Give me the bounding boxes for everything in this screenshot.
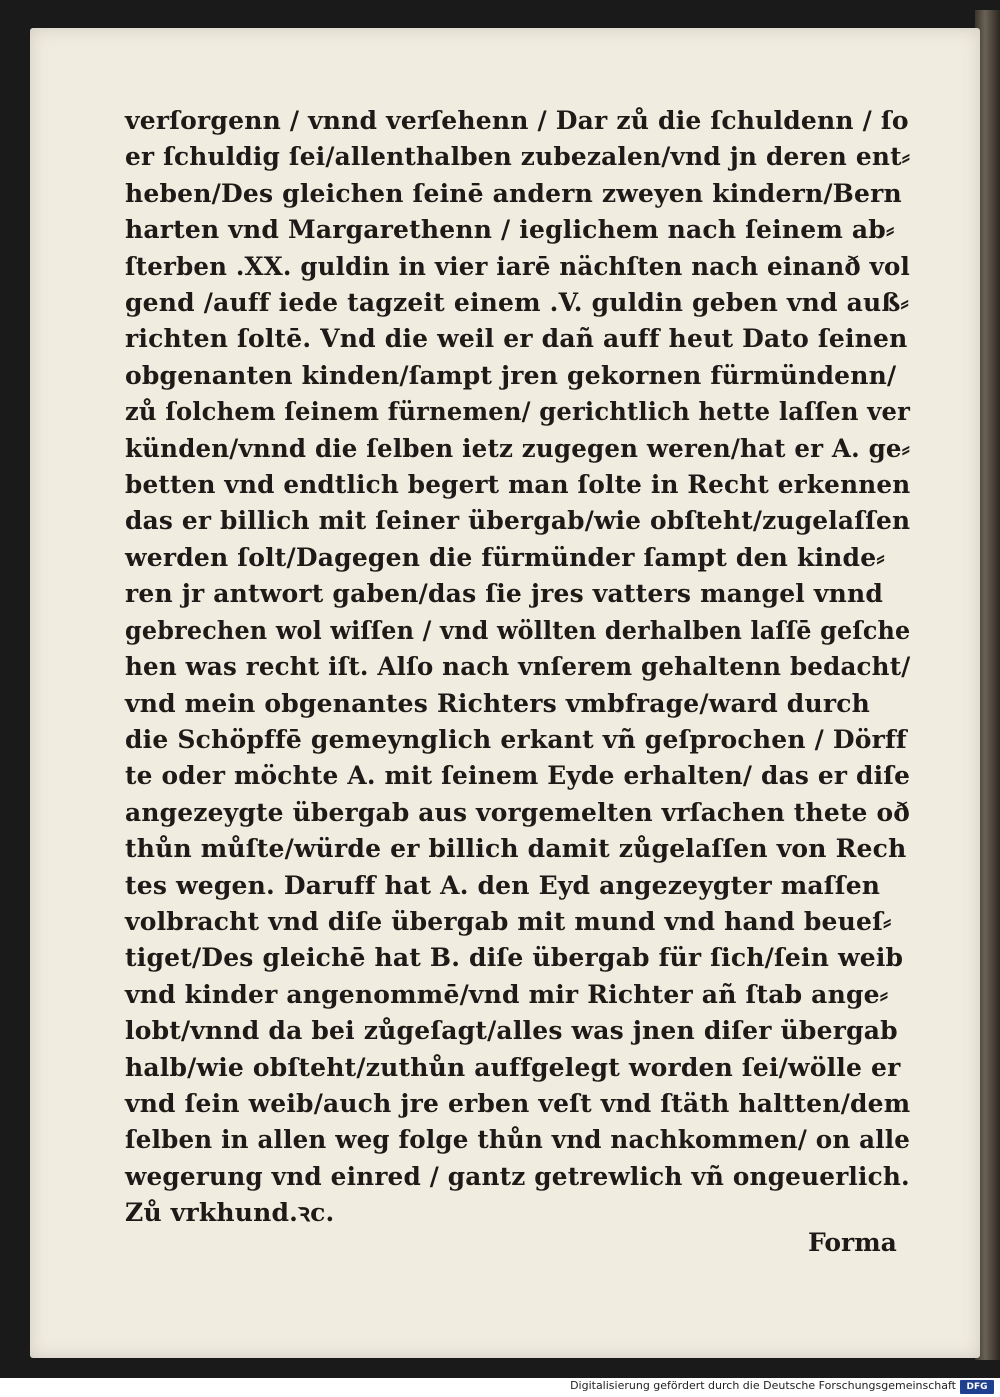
text-line: obgenanten kinden/ſampt jren gekornen fürmündenn/ — [125, 360, 897, 390]
text-line: wegerung vnd einred / gantz getrewlich vñ ongeuerlich. — [125, 1161, 910, 1191]
text-line: vnd mein obgenantes Richters vmbfrage/ward durch — [125, 688, 871, 718]
text-line: gebrechen wol wiſſen / vnd wöllten derhalben laſſē geſche — [125, 615, 911, 645]
text-line: ſterben .XX. guldin in vier iarē nächſten nach einanð vol — [125, 251, 910, 281]
text-line: ren jr antwort gaben/das ſie jres vatters mangel vnnd — [125, 579, 884, 609]
text-line: das er billich mit ſeiner übergab/wie obſteht/zugelaſſen — [125, 506, 911, 536]
text-line: thůn můſte/würde er billich damit zůgelaſſen von Rech — [125, 834, 907, 864]
text-line: lobt/vnnd da bei zůgeſagt/alles was jnen diſer übergab — [125, 1016, 898, 1046]
dfg-logo: DFG — [960, 1380, 994, 1394]
text-line: angezeygte übergab aus vorgemelten vrſachen thete oð — [125, 797, 911, 827]
text-line: werden ſolt/Dagegen die fürmünder ſampt den kinde⸗ — [125, 542, 885, 572]
text-line: zů ſolchem ſeinem fürnemen/ gerichtlich hette laſſen ver — [125, 397, 911, 427]
body-text — [125, 103, 910, 1232]
text-line: halb/wie obſteht/zuthůn auffgelegt worden ſei/wölle er — [125, 1052, 901, 1082]
text-line: hen was recht iſt. Alſo nach vnſerem gehaltenn bedacht/ — [125, 652, 911, 682]
text-line: heben/Des gleichen ſeinē andern zweyen kindern/Bern — [125, 178, 902, 208]
text-line: harten vnd Margarethenn / ieglichem nach ſeinem ab⸗ — [125, 215, 895, 245]
text-line: vnd kinder angenommē/vnd mir Richter añ ſtab ange⸗ — [125, 979, 889, 1009]
text-line: er ſchuldig ſei/allenthalben zubezalen/vnd jn deren ent⸗ — [125, 142, 911, 172]
funding-credit: Digitalisierung gefördert durch die Deutsche Forschungsgemeinschaft — [570, 1379, 956, 1392]
text-line: volbracht vnd diſe übergab mit mund vnd hand beueſ⸗ — [125, 906, 892, 936]
text-line: tiget/Des gleichē hat B. diſe übergab für ſich/ſein weib — [125, 943, 904, 973]
text-line: te oder möchte A. mit ſeinem Eyde erhalten/ das er diſe — [125, 761, 911, 791]
text-line: vnd ſein weib/auch jre erben veſt vnd ſtäth haltten/dem — [125, 1088, 911, 1118]
text-line: künden/vnnd die ſelben ietz zugegen weren/hat er A. ge⸗ — [125, 433, 911, 463]
text-line: richten ſoltē. Vnd die weil er dañ auff heut Dato ſeinen — [125, 324, 908, 354]
text-line: Zů vrkhund.ꝛc. — [125, 1198, 335, 1228]
text-line: verſorgenn / vnnd verſehenn / Dar zů die ſchuldenn / ſo — [125, 106, 909, 135]
text-line: gend /auff iede tagzeit einem .V. guldin geben vnd auß⸗ — [125, 288, 910, 318]
text-line: betten vnd endtlich begert man ſolte in Recht erkennen — [125, 470, 911, 500]
text-line: tes wegen. Daruff hat A. den Eyd angezeygter maſſen — [125, 870, 881, 900]
text-line: ſelben in allen weg folge thůn vnd nachkommen/ on alle — [125, 1125, 911, 1155]
text-line: die Schöpffē gemeynglich erkant vñ geſprochen / Dörff — [125, 724, 907, 754]
catchword: Forma — [808, 1228, 897, 1257]
